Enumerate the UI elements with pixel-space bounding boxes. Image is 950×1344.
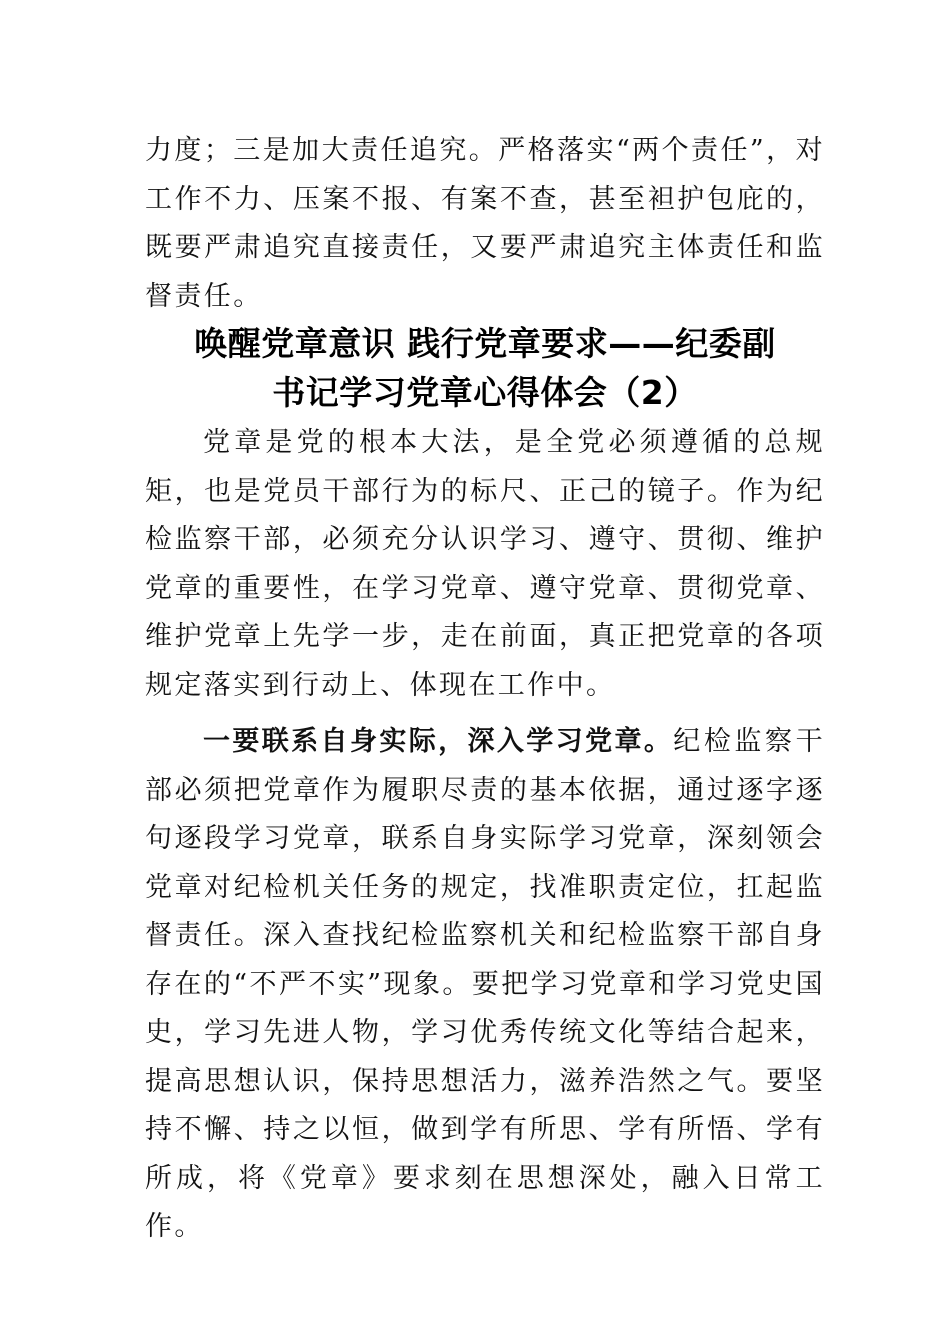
title-line-2: 书记学习党章心得体会（2）: [272, 373, 698, 412]
paragraph-2-lead: 一要联系自身实际，深入学习党章。: [203, 726, 674, 757]
paragraph-2: [145, 718, 825, 1252]
document-title: [145, 319, 825, 417]
paragraph-gap: [145, 710, 825, 718]
paragraph-2-body: 纪检监察干部必须把党章作为履职尽责的基本依据，通过逐字逐句逐段学习党章，联系自身实际学习党章，深刻领会党章对纪检机关任务的规定，找准职责定位，扛起监督责任。深入查找纪检监察机关和纪检监察干部自身存在的“不严不实”现象。要把学习党章和学习党史国史，学习先进人物，学习优秀传统文化等结合起来，提高思想认识，保持思想活力，滋养浩然之气。要坚持不懈、持之以恒，做到学有所思、学有所悟、学有所成，将《党章》要求刻在思想深处，融入日常工作。: [145, 726, 826, 1242]
paragraph-1: 党章是党的根本大法，是全党必须遵循的总规矩，也是党员干部行为的标尺、正己的镜子。作为纪检监察干部，必须充分认识学习、遵守、贯彻、维护党章的重要性，在学习党章、遵守党章、贯彻党章、维护党章上先学一步，走在前面，真正把党章的各项规定落实到行动上、体现在工作中。: [145, 427, 825, 701]
document-body: [145, 127, 825, 1252]
opening-paragraph: 力度；三是加大责任追究。严格落实“两个责任”，对工作不力、压案不报、有案不查，甚至袒护包庇的，既要严肃追究直接责任，又要严肃追究主体责任和监督责任。: [145, 135, 825, 312]
title-line-1: 唤醒党章意识 践行党章要求——纪委副: [194, 324, 776, 363]
